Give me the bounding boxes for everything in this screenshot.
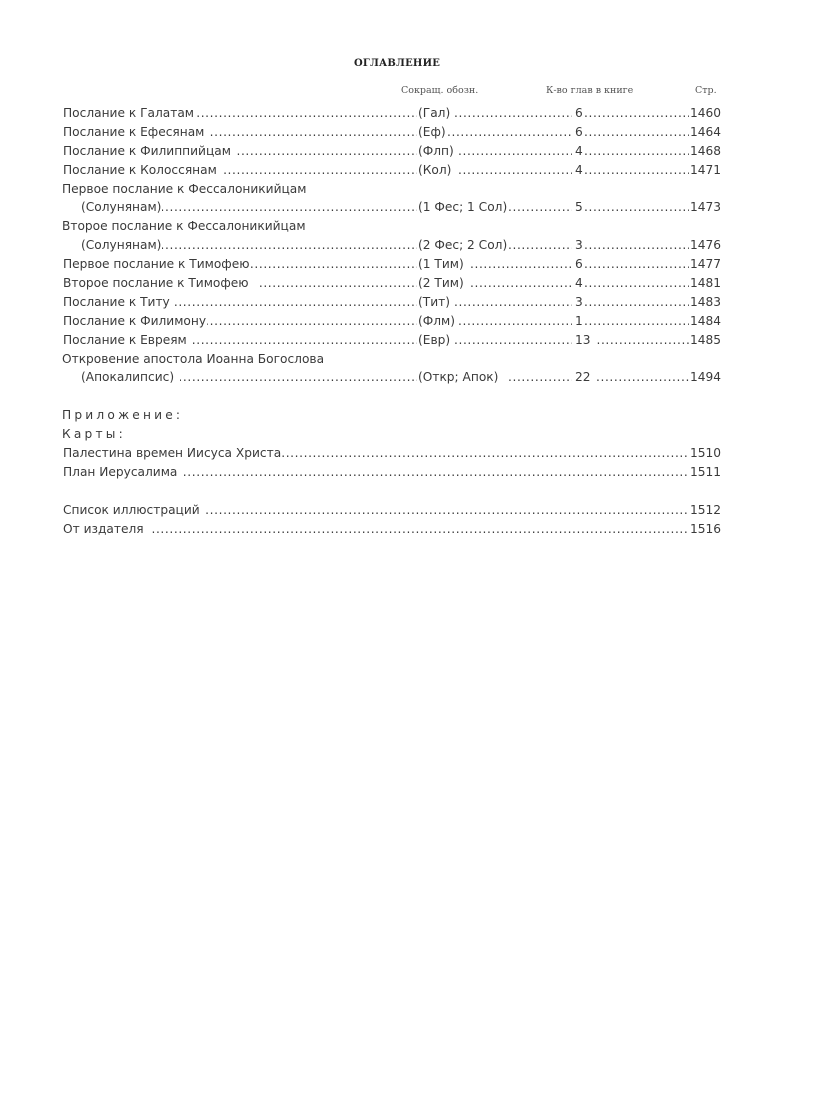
leader-dots	[584, 274, 694, 293]
entry-page: 1511	[689, 463, 722, 482]
toc-entry[interactable]	[62, 293, 722, 312]
entry-abbr: (Флп)	[417, 142, 455, 161]
entry-page: 1485	[689, 331, 722, 350]
toc-entry[interactable]	[62, 274, 722, 293]
entry-abbr: (2 Фес; 2 Сол)	[417, 236, 508, 255]
entry-chapters: 1	[574, 312, 584, 331]
entry-title-cont: (Апокалипсис)	[80, 368, 180, 387]
leader-dots	[62, 520, 694, 539]
leader-dots	[454, 331, 572, 350]
entry-title-line: Второе послание к Фессалоникийцам	[62, 219, 306, 234]
entry-page: 1460	[689, 104, 722, 123]
entry-title: Палестина времен Иисуса Христа	[62, 444, 282, 463]
entry-page: 1512	[689, 501, 722, 520]
entry-page: 1516	[689, 520, 722, 539]
entry-title-line: Откровение апостола Иоанна Богослова	[62, 351, 325, 366]
entry-title: От издателя	[62, 520, 152, 539]
toc-entry[interactable]	[62, 444, 722, 463]
entry-abbr: (Тит)	[417, 293, 451, 312]
entry-title: Список иллюстраций	[62, 501, 206, 520]
entry-title: Второе послание к Тимофею	[62, 274, 257, 293]
leader-dots	[584, 255, 694, 274]
toc-entry[interactable]	[62, 255, 722, 274]
entry-title: Послание к Филиппийцам	[62, 142, 237, 161]
leader-dots	[447, 123, 572, 142]
entry-chapters: 5	[574, 198, 584, 217]
entry-title: План Иерусалима	[62, 463, 181, 482]
entry-title-line: Первое послание к Фессалоникийцам	[62, 181, 307, 196]
column-header-abbreviation: Сокращ. обозн.	[401, 85, 479, 96]
page-title: ОГЛАВЛЕНИЕ	[354, 58, 441, 69]
appendix-heading: Приложение:	[62, 408, 184, 423]
entry-page: 1483	[689, 293, 722, 312]
toc-entry[interactable]	[62, 368, 722, 387]
leader-dots	[592, 331, 694, 350]
entry-chapters: 13	[574, 331, 596, 350]
leader-dots	[508, 198, 572, 217]
entry-abbr: (1 Тим)	[417, 255, 465, 274]
entry-abbr: (2 Тим)	[417, 274, 465, 293]
entry-page: 1468	[689, 142, 722, 161]
toc-entry[interactable]	[62, 312, 722, 331]
entry-chapters: 4	[574, 142, 584, 161]
entry-title: Первое послание к Тимофею	[62, 255, 250, 274]
entry-title: Послание к Титу	[62, 293, 175, 312]
toc-entry[interactable]	[62, 236, 722, 255]
entry-chapters: 6	[574, 104, 584, 123]
entry-title: Послание к Ефесянам	[62, 123, 210, 142]
toc-entry[interactable]	[62, 123, 722, 142]
entry-abbr: (Кол)	[417, 161, 452, 180]
leader-dots	[584, 161, 694, 180]
entry-chapters: 6	[574, 255, 584, 274]
leader-dots	[458, 312, 572, 331]
entry-title-cont: (Солунянам)	[80, 198, 162, 217]
entry-page: 1471	[689, 161, 722, 180]
toc-entry[interactable]	[62, 501, 722, 520]
leader-dots	[584, 236, 694, 255]
toc-entry[interactable]	[62, 463, 722, 482]
entry-abbr: (Откр; Апок)	[417, 368, 504, 387]
entry-page: 1464	[689, 123, 722, 142]
leader-dots	[584, 123, 694, 142]
entry-title: Послание к Колоссянам	[62, 161, 223, 180]
entry-chapters: 4	[574, 274, 584, 293]
leader-dots	[596, 368, 694, 387]
entry-chapters: 6	[574, 123, 584, 142]
entry-title: Послание к Галатам	[62, 104, 195, 123]
entry-page: 1477	[689, 255, 722, 274]
entry-chapters: 22	[574, 368, 596, 387]
entry-abbr: (Евр)	[417, 331, 451, 350]
toc-entry[interactable]	[62, 104, 722, 123]
entry-abbr: (1 Фес; 1 Сол)	[417, 198, 508, 217]
entry-abbr: (Гал)	[417, 104, 451, 123]
leader-dots	[458, 161, 572, 180]
leader-dots	[508, 368, 572, 387]
entry-title: Послание к Евреям	[62, 331, 192, 350]
toc-entry[interactable]	[62, 142, 722, 161]
entry-title: Послание к Филимону	[62, 312, 207, 331]
toc-entry[interactable]	[62, 331, 722, 350]
entry-page: 1473	[689, 198, 722, 217]
entry-abbr: (Флм)	[417, 312, 456, 331]
leader-dots	[584, 142, 694, 161]
leader-dots	[584, 293, 694, 312]
entry-title-cont: (Солунянам)	[80, 236, 162, 255]
entry-page: 1476	[689, 236, 722, 255]
leader-dots	[454, 104, 572, 123]
entry-page: 1481	[689, 274, 722, 293]
entry-chapters: 3	[574, 293, 584, 312]
entry-page: 1494	[689, 368, 722, 387]
entry-abbr: (Еф)	[417, 123, 447, 142]
leader-dots	[458, 142, 572, 161]
maps-heading: Карты:	[62, 427, 126, 442]
leader-dots	[584, 104, 694, 123]
leader-dots	[470, 274, 572, 293]
entry-page: 1510	[689, 444, 722, 463]
toc-entry[interactable]	[62, 198, 722, 217]
leader-dots	[584, 198, 694, 217]
table-of-contents	[62, 104, 722, 539]
entry-chapters: 4	[574, 161, 584, 180]
leader-dots	[508, 236, 572, 255]
column-header-page: Стр.	[695, 85, 717, 96]
leader-dots	[584, 312, 694, 331]
column-header-chapters: К-во глав в книге	[546, 85, 634, 96]
leader-dots	[454, 293, 572, 312]
toc-entry[interactable]	[62, 161, 722, 180]
entry-page: 1484	[689, 312, 722, 331]
leader-dots	[470, 255, 572, 274]
entry-chapters: 3	[574, 236, 584, 255]
toc-entry[interactable]	[62, 520, 722, 539]
